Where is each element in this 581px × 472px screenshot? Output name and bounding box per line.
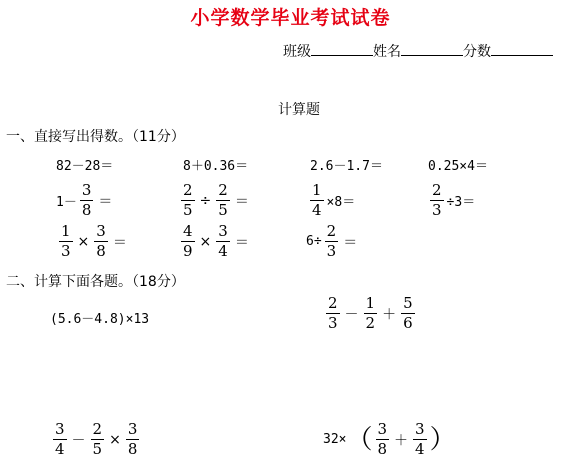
parenthesis: ） [429,424,456,455]
section-1-heading: 一、直接写出得数。（11分） [6,129,185,145]
operator: ＝ [234,193,249,210]
fraction [430,183,444,218]
expression-text: 32× [323,432,347,447]
fraction [80,183,94,218]
fraction [325,224,339,259]
fraction [310,183,324,218]
section-2-heading: 二、计算下面各题。（18分） [6,274,185,290]
denominator: 3 [432,201,442,219]
fraction [216,183,230,218]
denominator: 4 [218,242,228,260]
fraction [413,422,427,457]
class-blank[interactable] [311,41,373,56]
numerator: 3 [127,420,138,438]
score-label: 分数 [463,44,491,60]
numerator: 2 [432,181,442,199]
operator: ＋ [382,306,397,323]
problem-1g [307,183,355,218]
denominator: 4 [312,201,322,219]
name-label: 姓名 [373,44,401,60]
fraction [94,224,108,259]
fraction [91,422,105,457]
problem-1a [56,155,113,174]
denominator: 3 [328,314,338,332]
operator: ＝ [98,193,113,210]
fraction [216,224,230,259]
problem-1e [56,183,114,218]
problem-2c [50,422,142,457]
denominator: 3 [61,242,71,260]
numerator: 3 [55,420,65,438]
operator: ＝ [234,234,249,251]
fraction [181,224,195,259]
numerator: 2 [183,181,193,199]
numerator: 1 [312,181,322,199]
numerator: 3 [218,222,228,240]
numerator: 3 [96,222,106,240]
parenthesis: （ [346,424,373,455]
exam-title: 小学数学毕业考试试卷 [190,7,391,29]
numerator: 3 [377,420,388,438]
fraction [126,422,140,457]
student-info-line [283,41,553,61]
operator: ＝ [112,234,127,251]
operator: ＋ [394,432,409,449]
numerator: 5 [403,294,413,312]
fraction [326,296,340,331]
problem-2d [323,422,456,457]
fraction [376,422,390,457]
denominator: 5 [92,440,103,458]
expression-text: 82－28＝ [56,159,114,174]
numerator: 4 [183,222,193,240]
problem-2a [50,308,149,327]
problem-1d [428,155,488,174]
denominator: 5 [183,201,193,219]
problem-1i [56,224,129,259]
denominator: 8 [81,201,92,219]
expression-text: 6÷ [306,234,322,249]
numerator: 2 [326,222,337,240]
fraction [59,224,73,259]
score-blank[interactable] [491,41,553,56]
numerator: 1 [365,294,376,312]
expression-text: 2.6－1.7＝ [310,159,383,174]
expression-text: 0.25×4＝ [428,159,488,174]
denominator: 6 [403,314,413,332]
operator: ＝ [343,234,358,251]
problem-1c [310,155,383,174]
denominator: 5 [218,201,228,219]
fraction [401,296,415,331]
numerator: 2 [218,181,228,199]
fraction [53,422,67,457]
denominator: 8 [377,440,388,458]
problem-1j [178,224,251,259]
operator: × [109,431,121,448]
fraction [181,183,195,218]
expression-text: 1－ [56,195,77,210]
denominator: 8 [127,440,138,458]
denominator: 9 [183,242,193,260]
numerator: 1 [61,222,71,240]
problem-1b [183,155,248,174]
operator: － [344,306,359,323]
expression-text: (5.6－4.8)×13 [50,312,150,327]
denominator: 4 [415,440,425,458]
section-subtitle: 计算题 [278,102,320,118]
expression-text: ×8＝ [326,195,356,210]
numerator: 2 [92,420,103,438]
denominator: 4 [55,440,65,458]
operator: － [71,432,86,449]
operator: × [77,233,90,250]
numerator: 2 [328,294,338,312]
problem-1f [178,183,251,218]
denominator: 3 [326,242,337,260]
operator: × [199,233,212,250]
denominator: 8 [96,242,106,260]
operator: ÷ [199,192,212,209]
problem-1k [306,224,359,259]
numerator: 3 [81,181,92,199]
problem-1h [427,183,475,218]
name-blank[interactable] [401,41,463,56]
expression-text: 8＋0.36＝ [183,159,249,174]
numerator: 3 [415,420,425,438]
expression-text: ÷3＝ [446,195,476,210]
fraction [364,296,378,331]
problem-2b [323,296,418,331]
denominator: 2 [365,314,376,332]
class-label: 班级 [283,44,311,60]
